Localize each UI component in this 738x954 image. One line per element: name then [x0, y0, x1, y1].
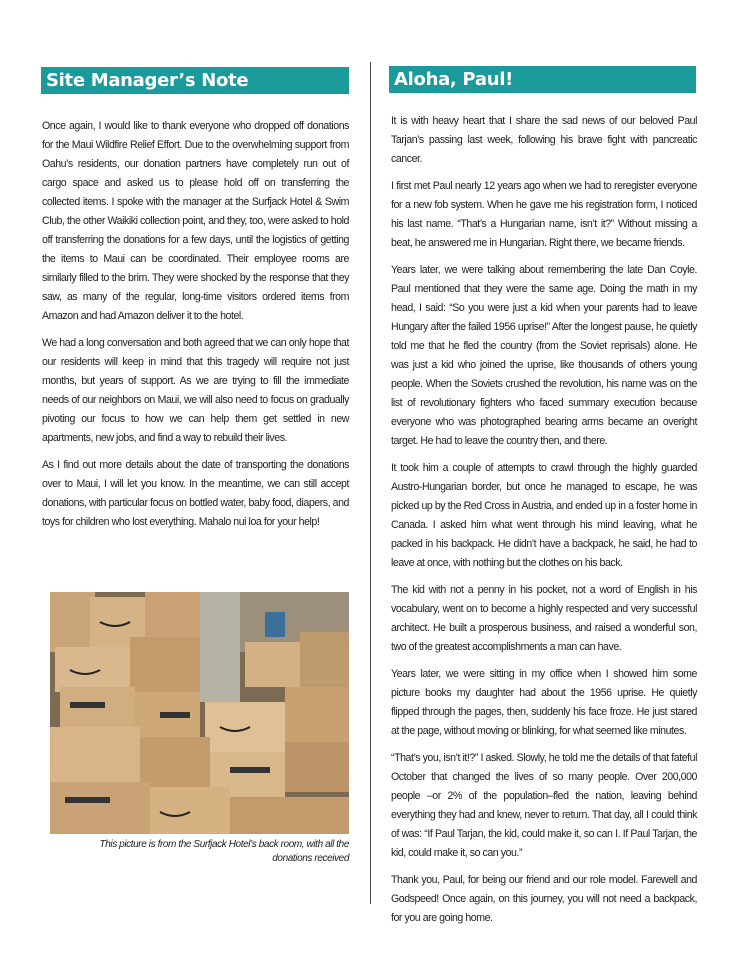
tribute-paragraph-3: Years later, we were talking about remembering the late Dan Coyle. Paul mentioned that they were the same age. Doing the math in my head, I said: “So you were just a kid when your parents had to leave Hungary after the failed 1956 uprise!” After the longest pause, he quietly told me that he fled the country (from the Soviet reprisals) alone. He was just a kid who joined the uprise, like thousands of others young people. When the Soviets crushed the revolution, his name was on the list of revolutionary fighters who faced summary execution because everyone who was photographed bearing arms became an overight target. He had to leave the country then, and there. — [391, 264, 697, 447]
note-paragraph-2: We had a long conversation and both agreed that we can only hope that our residents will keep in mind that this tragedy will require not just months, but years of support. As we are trying to fill the immediate needs of our neighbors on Maui, we will also need to focus on gradually pivoting our focus to how we can help them get settled in new apartments, new jobs, and find a way to rebuild their lives. — [42, 337, 349, 444]
note-paragraph-3: As I find out more details about the date of transporting the donations over to Maui, I will let you know. In the meantime, we can still accept donations, with particular focus on bottled water, baby food, diapers, and toys for children who lost everything. Mahalo nui loa for your help! — [42, 459, 349, 528]
tribute-paragraph-2: I first met Paul nearly 12 years ago when we had to reregister everyone for a new fob system. When he gave me his registration form, I noticed his last name. “That’s a Hungarian name, isn’t it?” Without missing a beat, he answered me in Hungarian. Right there, we became friends. — [391, 180, 697, 249]
site-manager-note-heading: Site Manager’s Note — [41, 67, 349, 94]
note-paragraph-1: Once again, I would like to thank everyone who dropped off donations for the Maui Wildfire Relief Effort. Due to the overwhelming support from Oahu’s residents, our donation partners have completely run out of cargo space and asked us to please hold off on transferring the collected items. I spoke with the manager at the Surfjack Hotel & Swim Club, the other Waikiki collection point, and they, too, were asked to hold off transferring the donations for a few days, until the logistics of getting the items to Maui can be coordinated. Their employee rooms are similarly filled to the brim. They were shocked by the response that they saw, as many of the regular, long-time visitors ordered items from Amazon and had Amazon deliver it to the hotel. — [42, 120, 349, 322]
tribute-paragraph-6: Years later, we were sitting in my office when I showed him some picture books my daughter had about the 1956 uprise. He quietly flipped through the pages, then, suddenly his face froze. He just stared at the page, without moving or blinking, for what seemed like minutes. — [391, 668, 697, 737]
tribute-paragraph-1: It is with heavy heart that I share the sad news of our beloved Paul Tarjan’s passing last week, following his brave fight with pancreatic cancer. — [391, 115, 697, 165]
photo-caption: This picture is from the Surfjack Hotel’s back room, with all the donations received — [99, 839, 349, 864]
tribute-paragraph-7: “That’s you, isn’t it!?” I asked. Slowly, he told me the details of that fateful October that changed the lives of so many people. Over 200,000 people –or 2% of the population–fled the nation, leaving behind everything they had and knew, never to return. That day, all I could think of was: “If Paul Tarjan, the kid, could make it, so can I. If Paul Tarjan, the kid, could make it, so can you.” — [391, 752, 697, 859]
tribute-paragraph-4: It took him a couple of attempts to crawl through the highly guarded Austro-Hungarian border, but once he managed to escape, he was picked up by the Red Cross in Austria, and ended up in a foster home in Canada. I asked him what went through his mind leaving, what he packed in his backpack. He didn’t have a backpack, he said, he had to leave at once, with nothing but the clothes on his back. — [391, 462, 697, 569]
aloha-paul-heading: Aloha, Paul! — [389, 66, 696, 93]
site-manager-note-body — [42, 117, 349, 540]
aloha-paul-body — [391, 112, 697, 936]
tribute-paragraph-8: Thank you, Paul, for being our friend and our role model. Farewell and Godspeed! Once again, on this journey, you will not need a backpack, for you are going home. — [391, 874, 697, 924]
tribute-paragraph-5: The kid with not a penny in his pocket, not a word of English in his vocabulary, went on to become a highly respected and very successful architect. He built a prosperous business, and raised a wonderful son, two of the greatest accomplishments a man can have. — [391, 584, 697, 653]
donations-photo — [50, 592, 349, 834]
column-divider — [370, 62, 371, 904]
